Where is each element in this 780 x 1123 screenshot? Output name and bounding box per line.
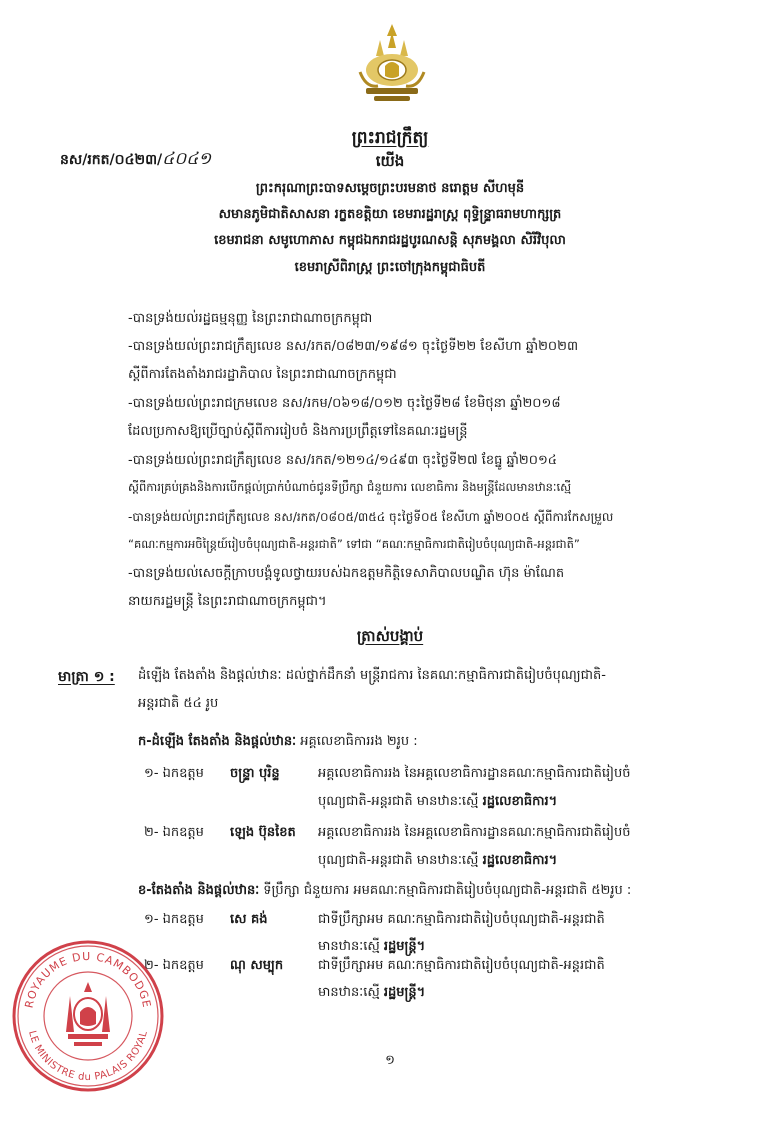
consideration-line: “គណៈកម្មការអចិន្ត្រៃយ៍រៀបចំបុណ្យជាតិ-អន្តរជាតិ” ទៅជា “គណៈកម្មាធិការជាតិរៀបចំបុណ្យជាតិ-អន្តរជាតិ” <box>128 537 580 551</box>
consideration-line: ដែលប្រកាសឱ្យប្រើច្បាប់ស្តីពីការរៀបចំ និងការប្រព្រឹត្តទៅនៃគណៈរដ្ឋមន្ត្រី <box>128 424 468 439</box>
section-b-item-1-number: ១- ឯកឧត្តម <box>144 912 204 927</box>
section-a-heading-bold: ក-ដំឡើង តែងតាំង និងផ្តល់ឋានៈ <box>138 734 297 749</box>
section-b-item-2-number: ២- ឯកឧត្តម <box>144 958 204 973</box>
section-a-item-2-line-2 <box>318 852 557 871</box>
consideration-line: -បានទ្រង់យល់ព្រះរាជក្រឹត្យលេខ នស/រកត/១២១៤/១៤៩៣ ចុះថ្ងៃទី២៧ ខែធ្នូ ឆ្នាំ២០១៤ <box>128 453 557 468</box>
consideration-line: -បានទ្រង់យល់ព្រះរាជក្រឹត្យលេខ នស/រកត/០៨០៥/៣៥៤ ចុះថ្ងៃទី០៥ ខែសីហា ឆ្នាំ២០០៥ ស្តីពីការកែសម្រួល <box>128 510 614 524</box>
consideration-line: -បានទ្រង់យល់ព្រះរាជក្រឹត្យលេខ នស/រកត/០៨២៣/១៩៨១ ចុះថ្ងៃទី២២ ខែសីហា ឆ្នាំ២០២៣ <box>128 339 579 354</box>
king-title-line-4: ខេមរាស្រីពិរាស្ត្រ ព្រះចៅក្រុងកម្ពុជាធិបតី <box>294 260 486 275</box>
section-a-item-1-line-1: អគ្គលេខាធិការរង នៃអគ្គលេខាធិការដ្ឋានគណៈកម្មាធិការជាតិរៀបចំ <box>318 766 631 781</box>
article-1-text-line-2: អន្តរជាតិ ៥៤ រូប <box>138 696 219 711</box>
king-title-line-3: ខេមរាជនា សមូហោភាស កម្ពុជឯករាជរដ្ឋបូរណសន្តិ សុភមង្គលា សិរីវិបុលា <box>214 233 566 248</box>
seal-bottom-text: LE MINISTRE du PALAIS ROYAL <box>26 1029 150 1084</box>
consideration-line: ស្តីពីការគ្រប់គ្រងនិងការបើកផ្តល់ប្រាក់បំណាច់ជូនទីប្រឹក្សា ជំនួយការ លេខាធិការ និងមន្ត្រីដែលមានឋានៈស្មើ <box>128 480 572 494</box>
section-b-heading-bold: ខ-តែងតាំង និងផ្តល់ឋានៈ <box>138 883 260 898</box>
section-b-item-1-line-1: ជាទីប្រឹក្សាអម គណៈកម្មាធិការជាតិរៀបចំបុណ្យជាតិ-អន្តរជាតិ <box>318 912 605 927</box>
section-b-item-2-rank: រដ្ឋមន្ត្រី។ <box>383 985 426 1000</box>
section-a-item-1-rank: រដ្ឋលេខាធិការ។ <box>482 794 558 809</box>
document-title: ព្រះរាជក្រឹត្យ <box>351 128 429 148</box>
section-b-item-2-rank-prefix: មានឋានៈស្មើ <box>318 985 384 1000</box>
consideration-line: -បានទ្រង់យល់ព្រះរាជក្រមលេខ នស/រកម/០៦១៨/០១២ ចុះថ្ងៃទី២៨ ខែមិថុនា ឆ្នាំ២០១៨ <box>128 396 561 411</box>
section-b-item-2-line-2 <box>318 984 425 1003</box>
section-a-item-2-line-1: អគ្គលេខាធិការរង នៃអគ្គលេខាធិការដ្ឋានគណៈកម្មាធិការជាតិរៀបចំ <box>318 825 631 840</box>
seal-top-text: ROYAUME DU CAMBODGE <box>22 949 154 1010</box>
section-a-item-2-rank-prefix: បុណ្យជាតិ-អន្តរជាតិ មានឋានៈស្មើ <box>318 853 483 868</box>
king-title-line-1: ព្រះករុណាព្រះបាទសម្តេចព្រះបរមនាថ នរោត្តម សីហមុនី <box>255 181 525 196</box>
section-a-item-2-name: ឡេង ប៊ុនខៃត <box>230 825 296 840</box>
section-a-item-1-line-2 <box>318 793 557 812</box>
seal-emblem-icon <box>66 982 110 1046</box>
section-b-heading-rest: ទីប្រឹក្សា ជំនួយការ អមគណៈកម្មាធិការជាតិរៀបចំបុណ្យជាតិ-អន្តរជាតិ ៥២រូប : <box>259 883 632 898</box>
we-heading: យើង <box>375 152 405 170</box>
section-a-item-1-number: ១- ឯកឧត្តម <box>144 766 204 781</box>
article-1-label: មាត្រា ១ : <box>58 669 115 685</box>
royal-crest-icon <box>352 22 432 110</box>
section-a-item-2-rank: រដ្ឋលេខាធិការ។ <box>482 853 558 868</box>
consideration-line: ស្តីពីការតែងតាំងរាជរដ្ឋាភិបាល នៃព្រះរាជាណាចក្រកម្ពុជា <box>128 367 397 382</box>
consideration-line: -បានទ្រង់យល់សេចក្តីក្រាបបង្គំទូលថ្វាយរបស់ឯកឧត្តមកិត្តិទេសាភិបាលបណ្ឌិត ហ៊ុន ម៉ាណែត <box>128 566 565 581</box>
section-b-item-1-rank-prefix: មានឋានៈស្មើ <box>318 939 384 954</box>
section-b-item-2-line-1: ជាទីប្រឹក្សាអម គណៈកម្មាធិការជាតិរៀបចំបុណ្យជាតិ-អន្តរជាតិ <box>318 958 605 973</box>
consideration-line: -បានទ្រង់យល់រដ្ឋធម្មនុញ្ញ នៃព្រះរាជាណាចក្រកម្ពុជា <box>128 311 373 326</box>
section-b-item-1-name: សេ គង់ <box>230 912 268 927</box>
section-b-item-1-rank: រដ្ឋមន្ត្រី។ <box>383 939 426 954</box>
section-b-item-2-name: ណុ សម្បុក <box>230 958 284 973</box>
decree-heading: ត្រាស់បង្គាប់ <box>356 627 424 645</box>
section-a-heading <box>138 733 418 752</box>
page-number: ១ <box>385 1053 395 1068</box>
section-b-heading <box>138 882 631 901</box>
official-seal-stamp <box>8 936 168 1096</box>
section-a-item-2-number: ២- ឯកឧត្តម <box>144 825 204 840</box>
section-a-heading-rest: អគ្គលេខាធិការរង ២រូប : <box>296 734 418 749</box>
consideration-line: នាយករដ្ឋមន្ត្រី នៃព្រះរាជាណាចក្រកម្ពុជា។ <box>128 594 327 609</box>
document-number-printed: នស/រកត/០៤២៣/ <box>60 152 163 168</box>
document-number-handwritten: ៤០៤១ <box>162 149 212 169</box>
section-a-item-1-rank-prefix: បុណ្យជាតិ-អន្តរជាតិ មានឋានៈស្មើ <box>318 794 483 809</box>
article-1-text-line-1: ដំឡើង តែងតាំង និងផ្តល់ឋានៈ ដល់ថ្នាក់ដឹកនាំ មន្ត្រីរាជការ នៃគណៈកម្មាធិការជាតិរៀបចំបុណ្យជាតិ- <box>138 668 606 683</box>
king-title-line-2: សមានភូមិជាតិសាសនា រក្ខតខត្តិយា ខេមរារដ្ឋរាស្ត្រ ពុទ្ធិន្ទ្រាធរាមហាក្សត្រ <box>218 207 562 222</box>
section-a-item-1-name: ចន្ទ្រា បុរិន្ទ <box>230 766 280 781</box>
section-b-item-1-line-2 <box>318 938 425 957</box>
